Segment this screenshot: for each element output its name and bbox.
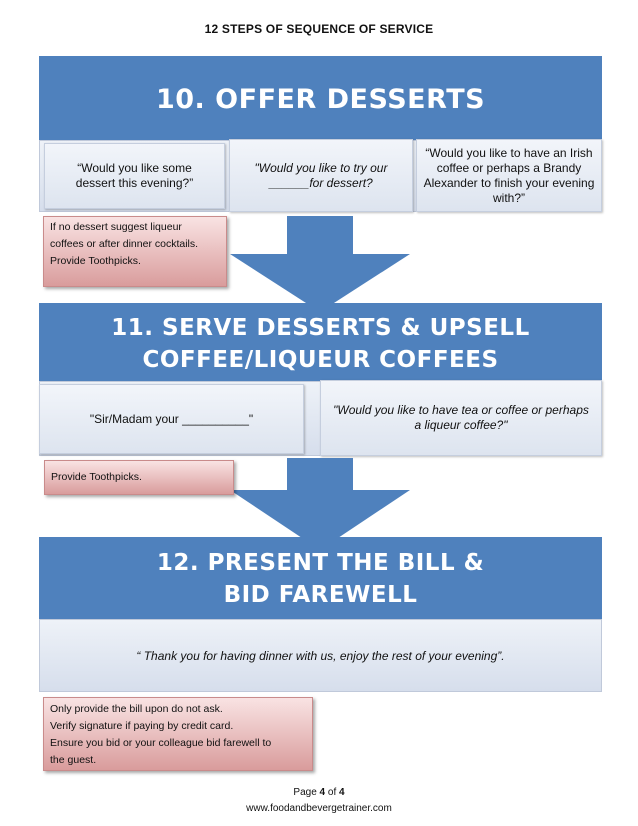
footer-website: www.foodandbevergetrainer.com <box>246 803 392 814</box>
step-12-note <box>43 697 313 771</box>
page-of: of <box>327 787 337 798</box>
down-arrow-icon <box>230 216 410 312</box>
step-12-note-line: the guest. <box>50 754 97 766</box>
step-10-note-line: If no dessert suggest liqueur <box>50 221 182 233</box>
step-11-note-line: Provide Toothpicks. <box>51 471 142 483</box>
step-11-quote-2-text: "Would you like to have tea or coffee or perhaps a liqueur coffee?" <box>333 403 589 432</box>
step-11-title-line-1: 11. SERVE DESSERTS & UPSELL <box>111 315 530 341</box>
step-12-note-line: Ensure you bid or your colleague bid farewell to <box>50 737 272 749</box>
step-10-note-line: coffees or after dinner cocktails. <box>50 238 199 250</box>
step-12-title-line-2: BID FAREWELL <box>223 582 418 608</box>
step-10-quote-2-text: "Would you like to try our ______for dessert? <box>254 160 388 190</box>
step-10-header <box>39 56 602 146</box>
step-10-quote-3 <box>416 139 602 212</box>
step-12-title-line-1: 12. PRESENT THE BILL & <box>156 550 485 576</box>
step-12-quote-1-text: “ Thank you for having dinner with us, enjoy the rest of your evening”. <box>136 648 505 663</box>
step-10-quote-1-text: “Would you like some dessert this evening?” <box>75 161 194 190</box>
step-11-quote-1-text: "Sir/Madam your __________" <box>89 411 254 426</box>
page-label: Page <box>293 787 317 798</box>
step-11-quote-2 <box>320 380 602 456</box>
step-12-note-line: Verify signature if paying by credit card. <box>50 720 234 732</box>
step-12-header <box>39 537 602 622</box>
step-12-quote-1 <box>39 620 602 692</box>
document-title: 12 STEPS OF SEQUENCE OF SERVICE <box>204 22 434 36</box>
step-10-note <box>43 216 227 287</box>
step-10-quote-2 <box>229 139 413 212</box>
step-11-title-line-2: COFFEE/LIQUEUR COFFEES <box>142 347 499 373</box>
page-number <box>0 787 638 798</box>
step-12-note-line: Only provide the bill upon do not ask. <box>50 703 223 715</box>
page-total: 4 <box>339 787 345 798</box>
page-current: 4 <box>319 787 326 798</box>
step-10-note-line: Provide Toothpicks. <box>50 255 141 267</box>
step-11-quote-1 <box>39 384 304 454</box>
step-10-quote-3-text: “Would you like to have an Irish coffee or perhaps a Brandy Alexander to finish your evening with?” <box>423 145 595 205</box>
step-11-note <box>44 460 234 495</box>
step-10-quote-1 <box>44 143 225 209</box>
step-10-title: 10. OFFER DESSERTS <box>155 84 486 115</box>
step-11-header <box>39 303 602 387</box>
